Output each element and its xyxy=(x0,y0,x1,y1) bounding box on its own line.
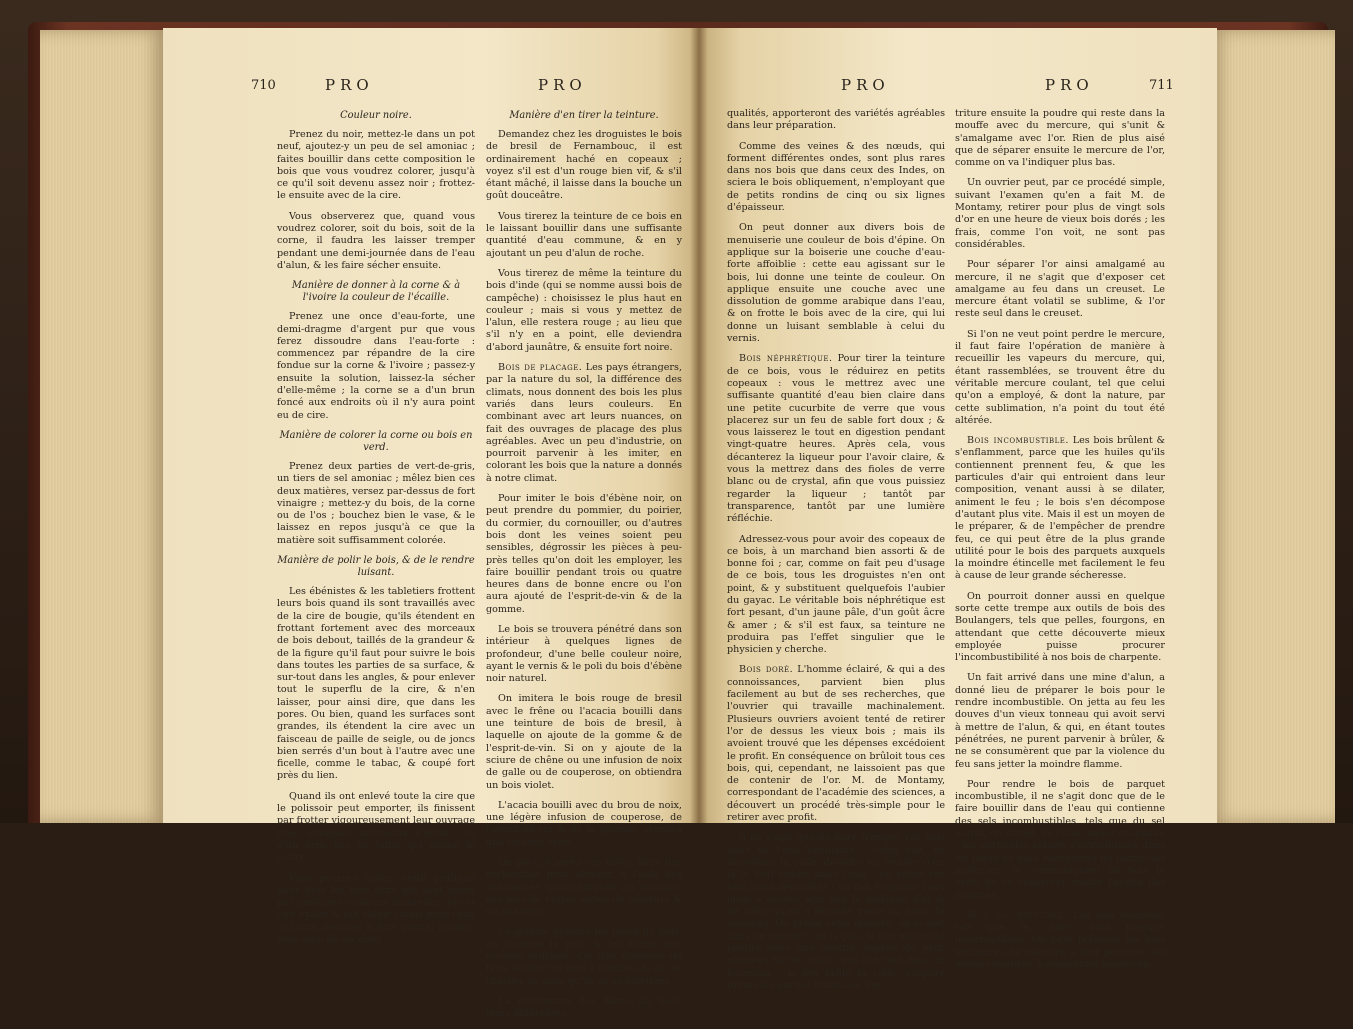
paragraph: Prenez une once d'eau-forte, une demi-dragme d'argent pur que vous ferez dissoudre dans l'eau-forte : commencez par répandre de la cire fondue sur la corne & l'ivoire ; passez-y ensuite la solution, laissez-la sécher d'elle-même ; la corne se a d'un brun foncé aux endroits où il n'y aura point eu de cire. xyxy=(277,311,475,421)
paragraph: Pour séparer l'or ainsi amalgamé au mercure, il ne s'agit que d'exposer cet amalgame au feu dans un creuset. Le mercure étant volatil se sublime, & l'or reste seul dans le creuset. xyxy=(955,259,1165,320)
paragraph: On pourroit donner aussi en quelque sorte cette trempe aux outils de bois des Boulangers, tels que pelles, fourgons, en attendant que cette découverte mieux employée puisse procurer l'incombustibilité à nos bois de charpente. xyxy=(955,590,1165,664)
paragraph: Comme des veines & des nœuds, qui forment différentes ondes, sont plus rares dans nos bois que dans ceux des Indes, on sciera le bois obliquement, n'employant que de petits rondins de cinq ou six lignes d'épaisseur. xyxy=(727,140,945,214)
left-page xyxy=(163,28,699,1020)
entry-text: Les pays étrangers, par la nature du sol, la différence des climats, nous donnent des bois les plus variés dans leurs couleurs. En combinant avec art leurs nuances, on fait des ouvrages de placage des plus agréables. Avec un peu d'industrie, on pourroit parvenir à les imiter, en colorant les bois que la nature a donnés à notre climat. xyxy=(486,362,682,484)
running-header-2: PRO xyxy=(538,76,587,94)
paragraph: Pour rendre le bois de parquet incombustible, il ne s'agit donc que de le faire bouillir dans de l'eau qui contienne des sels incombustibles, tels que du sel marin, du vitriol, de l'alun mêlés ensemble : les particules salines s'introduisant dans les pores du bois, recouvrent les particules huileuses, & communiquent au bois la vertu de se conserver contre l'action des flammes. xyxy=(955,778,1165,901)
paragraph: Demandez chez les droguistes le bois de bresil de Fernambouc, il est ordinairement haché en copeaux ; voyez s'il est d'un rouge bien vif, & s'il étant mâché, il laisse dans la bouche un goût douceâtre. xyxy=(486,129,682,202)
paragraph: Il ne s'agit que de faire tremper ces bois dans de l'eau bouillante : cette eau, en dissolvant la colle, détache les feuilles d'or, & le tout tombe dans l'eau : on retire ces bois ainsi dépouillés : on fait évaporer l'eau jusqu'à siccité, afin que le mélange d'or & de colle qu'on a détaché reste au fond du vaisseau. On prend cette matière, on la met dans un mortier ; on la pile, & l'on met cette poudre sous une mouffe, espèce de petit vaisseau fait en voûte, que l'on met dans un fourneau : le feu brûle la colle, évapore toutes les parties huileuses. On xyxy=(727,832,945,991)
section-heading: Manière d'en tirer la teinture. xyxy=(509,110,659,121)
section-heading: Manière de colorer la corne ou bois en verd. xyxy=(279,429,473,453)
left-column-2 xyxy=(486,108,682,1029)
paragraph: Si l'on ne veut point perdre le mercure, il faut faire l'opération de manière à recueillir les vapeurs du mercure, qui, étant rassemblées, se trouvent être du véritable mercure coulant, tel que celui qu'on a employé, & dont la nature, par cette sublimation, n'a point du tout été altérée. xyxy=(955,328,1165,426)
paragraph: On imitera le bois rouge de bresil avec le frêne ou l'acacia bouilli dans une teinture de bois de bresil, à laquelle on ajoute de la gomme & de l'esprit-de-vin. Si on y ajoute de la sciure de chêne ou une infusion de noix de galle ou de couperose, on obtiendra un bois violet. xyxy=(486,693,682,791)
paragraph: Vous observerez que, quand vous voudrez colorer, soit du bois, soit de la corne, il faudra les laisser tremper pendant une demi-journée dans de l'eau d'alun, & les faire sécher ensuite. xyxy=(277,210,475,271)
running-header: PRO xyxy=(841,76,890,94)
entry-text: Les bois résineux, tels que le cèdre, sont presque incorruptibles. On peut préparer les bois ordinaires de manière à leur procurer les mêmes qualités, à augmenter beaucoup xyxy=(955,909,1166,970)
paragraph: Un fait arrivé dans une mine d'alun, a donné lieu de préparer le bois pour le rendre incombustible. On jetta au feu les douves d'un vieux tonneau qui avoit servi à mettre de l'alun, & qui, en étant toutes pénétrées, ne purent parvenir à brûler, & ne se consumèrent que par la violence du feu sans jetter la moindre flamme. xyxy=(955,672,1165,770)
section-heading: Manière de donner à la corne & à l'ivoire la couleur de l'écaille. xyxy=(291,280,461,304)
paragraph: Vous tirerez de même la teinture du bois d'inde (qui se nomme aussi bois de campêche) : choisissez le plus haut en couleur ; mais si vous y mettez de l'alun, elle restera rouge ; au lieu que s'il n'y en a point, elle deviendra d'abord jaunâtre, & ensuite fort noire. xyxy=(486,267,682,353)
section-heading: Couleur noire. xyxy=(340,110,412,121)
paragraph: Prenez du noir, mettez-le dans un pot neuf, ajoutez-y un peu de sel amoniac ; faites bouillir dans cette composition le bois que vous voudrez colorer, jusqu'à ce qu'il soit devenu assez noir ; frottez-le ensuite avec de la cire. xyxy=(277,129,475,202)
running-header: PRO xyxy=(325,76,374,94)
page-number: 710 xyxy=(251,78,276,93)
book-gutter xyxy=(690,28,708,823)
paragraph: L'acacia bouilli avec du brou de noix, une légère infusion de couperose, de l'esprit-de-vin & de la gomme, prendra une couleur verte. xyxy=(486,799,682,848)
paragraph: La gomme pénètre les pores du bois, en favorise le poli, & lui donne une couleur brillante. On doit observer de faire sécher ces bois à l'ombre, & de les charger de peur qu'ils ne se déjettent. xyxy=(486,926,682,987)
paragraph: qualités, apporteront des variétés agréables dans leur préparation. xyxy=(727,108,945,132)
left-column-1 xyxy=(277,108,475,954)
entry-text: Pour tirer la teinture de ce bois, vous le réduirez en petits copeaux : vous le mettrez avec une suffisante quantité d'eau bien claire dans une petite cucurbite de verre que vous placerez sur un feu de sable fort doux ; & vous laisserez le tout en digestion pendant vingt-quatre heures. Après cela, vous décanterez la liqueur pour l'avoir claire, & vous la mettrez dans des fioles de verre blanc ou de crystal, afin que vous puissiez regarder la liqueur ; tantôt par transparence, tantôt par une lumière réfléchie. xyxy=(727,353,945,525)
right-column-2 xyxy=(955,108,1165,979)
entry-term: Bois incorruptible. xyxy=(967,909,1069,921)
right-page-edges xyxy=(1210,30,1335,823)
paragraph: Pour imiter le bois d'ébène noir, on peut prendre du pommier, du poirier, du cormier, du cornouiller, ou d'autres bois dont les veines soient peu sensibles, dégrossir les pièces à peu-près telles qu'on doit les employer, les faire bouillir pendant trois ou quatre heures dans de bonne encre ou l'on aura ajouté de l'esprit-de-vin & de la gomme. xyxy=(486,493,682,615)
right-column-1 xyxy=(727,108,945,1000)
page-number: 711 xyxy=(1149,78,1174,93)
entry-term: Bois néphrétique. xyxy=(739,353,833,365)
paragraph: triture ensuite la poudre qui reste dans la mouffe avec du mercure, qui s'unit & s'amalgame avec l'or. Rien de plus aisé que de séparer ensuite le mercure de l'or, comme on va l'indiquer plus bas. xyxy=(955,108,1165,169)
entry-term: Bois doré. xyxy=(739,664,794,676)
paragraph: On peut donner aux divers bois de menuiserie une couleur de bois d'épine. On applique sur la boiserie une couche d'eau-forte affoiblie : cette eau agissant sur le bois, lui donne une teinte de couleur. On applique ensuite une couche avec une dissolution de gomme arabique dans l'eau, & on frotte le bois avec de la cire, qui lui donne un luisant semblable à celui du vernis. xyxy=(727,222,945,345)
paragraph: Vous tirerez la teinture de ce bois en le laissant bouillir dans une suffisante quantité d'eau commune, & en y ajoutant un peu d'alun de roche. xyxy=(486,210,682,259)
paragraph: Adressez-vous pour avoir des copeaux de ce bois, à un marchand bien assorti & de bonne foi ; car, comme on fait peu d'usage de ce bois, tous les droguistes n'en ont point, & y substituent quelquefois l'aubier du gayac. Le véritable bois néphrétique est fort pesant, d'un jaune pâle, d'un goût âcre & amer ; & s'il est faux, sa teinture ne produira pas l'effet singulier que le physicien y cherche. xyxy=(727,533,945,656)
paragraph xyxy=(955,435,1165,583)
paragraph: Vous pourrez suivre cette pratique pour tous les bois durs qui sont parés par quelques couleurs naturelles que la cire exalte & fait valoir ; mais pour ceux qui sont destinés à être peints, gardez-vous bien de les cirer. xyxy=(277,872,475,946)
left-page-edges xyxy=(40,30,165,823)
section-heading: Manière de polir le bois, & de le rendre luisant. xyxy=(277,555,475,579)
paragraph: Quand ils ont enlevé toute la cire que le polissoir peut emporter, ils finissent par frotter vigoureusement leur ouvrage avec quelques morceaux d'étoffe, ou d'un gros bas de laine qui donne le lustre. xyxy=(277,790,475,864)
paragraph: Un ouvrier peut, par ce procédé simple, suivant l'examen qu'en a fait M. de Montamy, retirer pour plus de vingt sols d'or en une heure de vieux bois dorés ; les frais, comme l'on voit, ne sont pas considérables. xyxy=(955,177,1165,250)
running-header-2: PRO xyxy=(1045,76,1094,94)
entry-text: Les bois brûlent & s'enflamment, parce que les huiles qu'ils contiennent prennent feu, & que les particules d'air qui entroient dans leur composition, venant aussi à se dilater, animent le feu ; le bois s'en décompose d'autant plus vite. Mais il est un moyen de le préparer, & de l'empêcher de prendre feu, ce qui peut être de la plus grande utilité pour le bois des parquets auxquels la moindre étincelle met facilement le feu à cause de leur grande sécheresse. xyxy=(955,435,1165,582)
paragraph: Les ébénistes & les tabletiers frottent leurs bois quand ils sont travaillés avec de la cire de bougie, qu'ils étendent en frottant fortement avec des morceaux de bois debout, taillés de la grandeur & de la figure qu'il faut pour suivre le bois dans toutes les parties de sa surface, & sur-tout dans les angles, & pour enlever tout le superflu de la cire, & n'en laisser, pour ainsi dire, que dans les pores. Ou bien, quand les surfaces sont grandes, ils étendent la cire avec un faisceau de paille de seigle, ou de joncs bien serrés d'un bout à l'autre avec une ficelle, comme le tabac, & coupé fort près du lien. xyxy=(277,586,475,782)
paragraph: On peut, d'après ces idées, faire des recherches pour obtenir, à l'aide des substances qu'on emploie en teinture, des bois de toutes sortes de couleurs & de nuances. xyxy=(486,857,682,918)
paragraph: La contexture des fibres du bois, leurs différentes xyxy=(486,996,682,1020)
paragraph: Le bois se trouvera pénétré dans son intérieur à quelques lignes de profondeur, d'une belle couleur noire, ayant le vernis & le poli du bois d'ébène noir naturel. xyxy=(486,623,682,685)
paragraph xyxy=(727,664,945,824)
paragraph xyxy=(727,353,945,525)
paragraph: Prenez deux parties de vert-de-gris, un tiers de sel amoniac ; mêlez bien ces deux matières, versez par-dessus de fort vinaigre ; mettez-y du bois, de la corne ou de l'os ; bouchez bien le vase, & le laissez en repos jusqu'à ce que la matière soit suffisamment colorée. xyxy=(277,460,475,546)
paragraph xyxy=(486,362,682,485)
entry-term: Bois incombustible. xyxy=(967,435,1069,447)
right-page xyxy=(699,28,1217,991)
entry-term: Bois de placage. xyxy=(498,362,583,374)
paragraph xyxy=(955,910,1165,971)
entry-text: L'homme éclairé, & qui a des connoissances, parvient bien plus facilement au but de ses recherches, que l'ouvrier qui travaille machinalement. Plusieurs ouvriers avoient tenté de retirer l'or de dessus les vieux bois ; mais ils avoient trouvé que les dépenses excédoient le profit. En conséquence on brûloit tous ces bois, qui, cependant, ne laissoient pas que de contenir de l'or. M. de Montamy, correspondant de l'académie des sciences, a découvert un procédé très-simple pour le retirer avec profit. xyxy=(727,664,945,824)
